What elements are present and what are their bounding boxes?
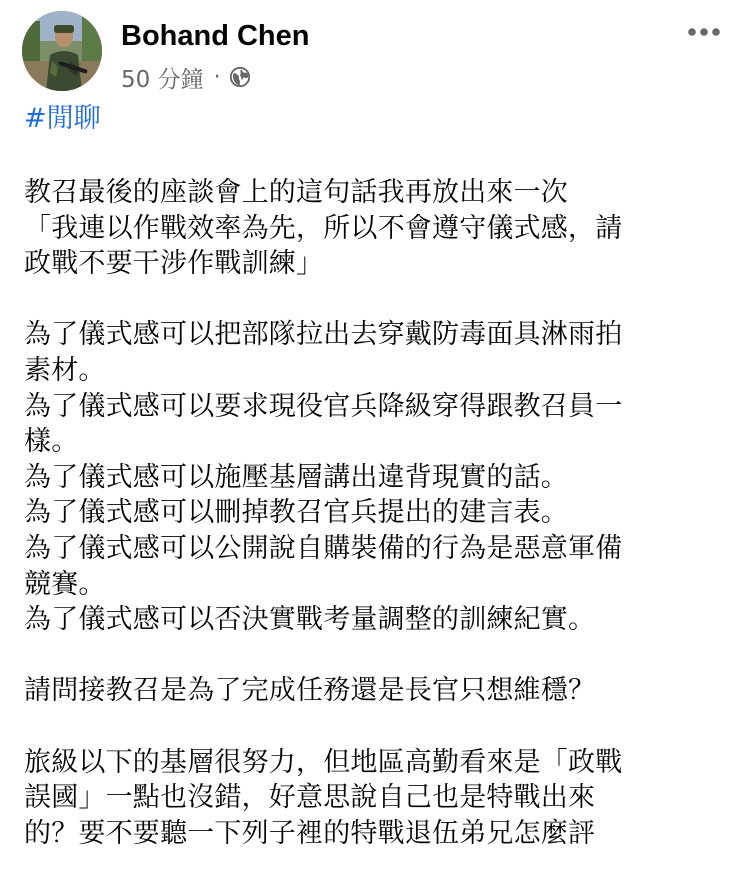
post-text-line: 為了儀式感可以施壓基層講出違背現實的話。 <box>24 461 568 493</box>
author-name[interactable]: Bohand Chen <box>121 20 310 52</box>
post-meta <box>121 60 251 94</box>
post-text-line: 「我連以作戰效率為先，所以不會遵守儀式感，請 <box>24 212 623 244</box>
post-text-line: 為了儀式感可以否決實戰考量調整的訓練紀實。 <box>24 604 596 636</box>
more-options-button[interactable] <box>686 18 722 46</box>
post-text-line: 素材。 <box>24 354 106 386</box>
post-text-line: 的？要不要聽一下列子裡的特戰退伍弟兄怎麼評 <box>24 817 596 849</box>
meta-separator: · <box>213 64 221 90</box>
more-options-icon <box>686 27 722 37</box>
post-text-line: 請問接教召是為了完成任務還是長官只想維穩？ <box>24 675 596 707</box>
post-timestamp[interactable]: 50 分鐘 <box>121 66 204 93</box>
post-text-line: 政戰不要干涉作戰訓練」 <box>24 248 324 280</box>
post-body <box>24 102 724 851</box>
post-text-line: 競賽。 <box>24 568 106 600</box>
post-blank-line <box>24 709 724 745</box>
post-text-line: 誤國」一點也沒錯，好意思說自己也是特戰出來 <box>24 782 596 814</box>
post-text-line: 樣。 <box>24 426 79 458</box>
post-blank-line <box>24 638 724 674</box>
avatar-image <box>22 11 102 91</box>
post-text <box>24 175 724 851</box>
post-text-line: 為了儀式感可以要求現役官兵降級穿得跟教召員一 <box>24 390 623 422</box>
post-text-line: 為了儀式感可以公開說自購裝備的行為是惡意軍備 <box>24 532 623 564</box>
post-blank-line <box>24 282 724 318</box>
post-text-line: 旅級以下的基層很努力，但地區高勤看來是「政戰 <box>24 746 623 778</box>
post-text-line: 為了儀式感可以刪掉教召官兵提出的建言表。 <box>24 497 568 529</box>
post-text-line: 教召最後的座談會上的這句話我再放出來一次 <box>24 177 568 208</box>
globe-icon[interactable] <box>229 66 251 88</box>
post-header <box>0 0 750 100</box>
avatar[interactable] <box>22 11 102 91</box>
post-text-line: 為了儀式感可以把部隊拉出去穿戴防毒面具淋雨拍 <box>24 319 623 351</box>
hashtag-link[interactable]: #閒聊 <box>24 103 101 134</box>
